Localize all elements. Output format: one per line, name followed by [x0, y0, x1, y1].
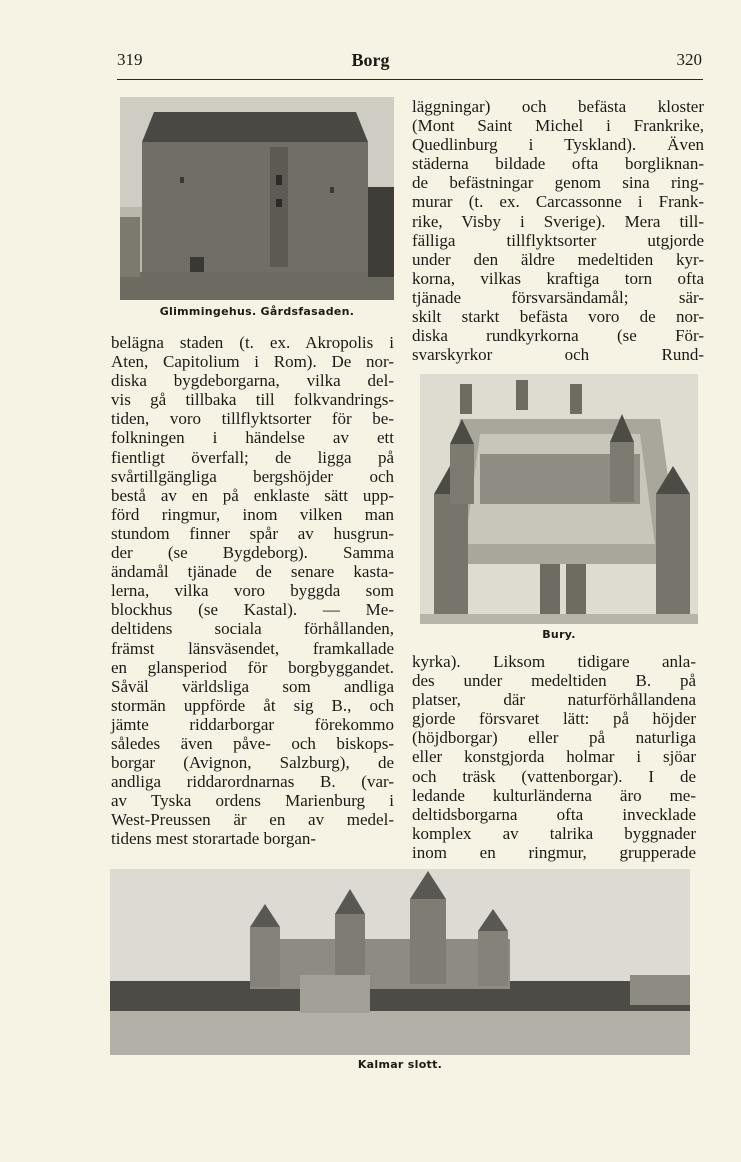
header-rule [117, 79, 703, 80]
text-line: och träsk (vattenborgar). I de [412, 766, 696, 786]
text-line: diska rundkyrkorna (se För- [412, 326, 704, 346]
text-line: tiden, voro tillflyktsorter för be- [111, 409, 394, 429]
text-line: der (se Bygdeborg). Samma [111, 543, 394, 563]
text-line: (Mont Saint Michel i Frankrike, [412, 116, 704, 136]
text-line: Såväl världsliga som andliga [111, 676, 394, 696]
right-column-bottom-text [412, 652, 696, 862]
text-line: stundom finner spår av husgrun- [111, 523, 394, 543]
text-line: komplex av talrika byggnader [412, 823, 696, 843]
text-line: andliga riddarordnarnas B. (var- [111, 772, 394, 792]
page-number-left: 319 [117, 50, 143, 69]
text-line: belägna staden (t. ex. Akropolis i [111, 333, 394, 352]
text-line: West-Preussen är en av medel- [111, 810, 394, 830]
right-column-top-text [412, 97, 704, 364]
glimmingehus-photo [120, 97, 394, 300]
text-line: Aten, Capitolium i Rom). De nor- [111, 352, 394, 372]
text-line: ledande kulturländerna äro me- [412, 785, 696, 805]
text-line: folkningen i händelse av ett [111, 428, 394, 448]
text-line: rike, Visby i Sverige). Mera till- [412, 211, 704, 231]
text-line: förd ringmur, inom vilken man [111, 504, 394, 524]
text-line: kyrka). Liksom tidigare anla- [412, 652, 696, 671]
text-line: läggningar) och befästa kloster [412, 97, 704, 116]
text-line: des under medeltiden B. på [412, 671, 696, 691]
text-line: inom en ringmur, grupperade [412, 842, 696, 862]
text-line: eller konstgjorda holmar i sjöar [412, 747, 696, 767]
text-line: korna, vilkas kraftiga torn ofta [412, 268, 704, 288]
text-line: bestå av en på enklaste sätt upp- [111, 485, 394, 505]
text-line: murar (t. ex. Carcassonne i Frank- [412, 192, 704, 212]
text-line: fälliga tillflyktsorter utgjorde [412, 230, 704, 250]
text-line: av Tyska ordens Marienburg i [111, 791, 394, 811]
page-number-right: 320 [676, 50, 702, 69]
text-line: ändamål tjänade de senare kasta- [111, 562, 394, 582]
bury-caption: Bury. [542, 628, 576, 641]
bury-engraving [420, 374, 698, 624]
text-line: blockhus (se Kastal). — Me- [111, 600, 394, 620]
text-line: diska bygdeborgarna, vilka del- [111, 371, 394, 391]
kalmar-slott-photo [110, 869, 690, 1055]
text-line: vis gå tillbaka till folkvandrings- [111, 390, 394, 410]
text-line: deltidens sociala förhållanden, [111, 619, 394, 639]
text-line: under den äldre medeltiden kyr- [412, 249, 704, 269]
text-line: platser, där naturförhållandena [412, 690, 696, 710]
text-line: (höjdborgar) eller på naturliga [412, 728, 696, 748]
text-line: jämte riddarborgar förekommo [111, 714, 394, 734]
text-line: tidens mest storartade borgan- [111, 829, 317, 849]
text-line: skilt starkt befästa voro de nor- [412, 307, 704, 327]
text-line: Quedlinburg i Tyskland). Även [412, 135, 704, 155]
kalmar-slott-caption: Kalmar slott. [357, 1058, 443, 1071]
left-column-text [111, 333, 394, 849]
page-title: Borg [351, 50, 390, 70]
text-line: således även påve- och biskops- [111, 733, 394, 753]
text-line: fientligt överfall; de ligga på [111, 447, 394, 467]
text-line: gjorde försvaret lätt: på höjder [412, 709, 696, 729]
text-line: svarskyrkor och Rund- [412, 345, 704, 365]
text-line: stormän uppförde åt sig B., och [111, 695, 394, 715]
text-line: svårtillgängliga bergshöjder och [111, 466, 394, 486]
text-line: de befästningar genom sina ring- [412, 173, 704, 193]
text-line: städerna bildade ofta borgliknan- [412, 154, 704, 174]
glimmingehus-caption: Glimmingehus. Gårdsfasaden. [159, 305, 355, 318]
text-line: borgar (Avignon, Salzburg), de [111, 753, 394, 773]
text-line: främst länsväsendet, framkallade [111, 638, 394, 658]
text-line: tjänade försvarsändamål; sär- [412, 287, 704, 307]
text-line: lerna, vilka voro byggda som [111, 581, 394, 601]
text-line: deltidsborgarna ofta invecklade [412, 804, 696, 824]
text-line: en glansperiod för borgbyggandet. [111, 657, 394, 677]
